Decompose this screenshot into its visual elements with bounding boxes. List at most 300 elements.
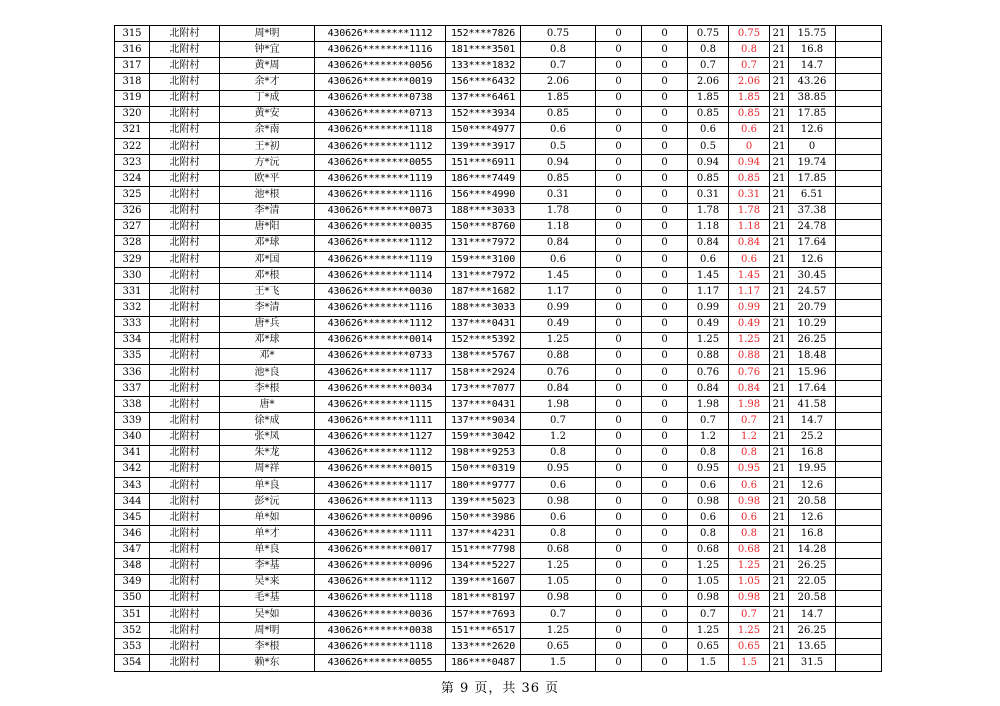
area-cell: 0.6 (521, 477, 596, 493)
highlight-value-cell: 1.18 (729, 219, 770, 235)
highlight-value-cell: 1.5 (729, 655, 770, 671)
rate-cell: 21 (770, 364, 789, 380)
col-zero-b-cell: 0 (642, 106, 688, 122)
col-zero-a-cell: 0 (596, 58, 642, 74)
area-cell: 1.18 (521, 219, 596, 235)
highlight-value-cell: 0 (729, 138, 770, 154)
name-cell: 邓* (220, 348, 315, 364)
area-cell: 0.98 (521, 590, 596, 606)
amount-cell: 31.5 (789, 655, 836, 671)
village-cell: 北附村 (150, 510, 220, 526)
col-zero-a-cell: 0 (596, 26, 642, 42)
col-zero-a-cell: 0 (596, 171, 642, 187)
phone-cell: 134****5227 (446, 558, 521, 574)
row-number-cell: 315 (115, 26, 150, 42)
amount-cell: 41.58 (789, 397, 836, 413)
amount-cell: 22.05 (789, 574, 836, 590)
name-cell: 王*初 (220, 138, 315, 154)
row-number-cell: 350 (115, 590, 150, 606)
amount-cell: 38.85 (789, 90, 836, 106)
highlight-value-cell: 0.6 (729, 510, 770, 526)
empty-cell (836, 251, 882, 267)
rate-cell: 21 (770, 639, 789, 655)
village-cell: 北附村 (150, 42, 220, 58)
col-zero-a-cell: 0 (596, 381, 642, 397)
table-row (115, 655, 882, 671)
phone-cell: 150****4977 (446, 122, 521, 138)
area-total-cell: 0.6 (688, 477, 729, 493)
name-cell: 吴*如 (220, 607, 315, 623)
table-row (115, 316, 882, 332)
col-zero-b-cell: 0 (642, 316, 688, 332)
highlight-value-cell: 0.8 (729, 42, 770, 58)
row-number-cell: 333 (115, 316, 150, 332)
phone-cell: 151****6911 (446, 155, 521, 171)
row-number-cell: 325 (115, 187, 150, 203)
id-card-cell: 430626********0055 (315, 155, 446, 171)
name-cell: 彭*沅 (220, 494, 315, 510)
phone-cell: 186****0487 (446, 655, 521, 671)
area-total-cell: 1.78 (688, 203, 729, 219)
amount-cell: 16.8 (789, 445, 836, 461)
id-card-cell: 430626********0035 (315, 219, 446, 235)
row-number-cell: 323 (115, 155, 150, 171)
name-cell: 唐*兵 (220, 316, 315, 332)
area-cell: 0.49 (521, 316, 596, 332)
row-number-cell: 338 (115, 397, 150, 413)
area-total-cell: 0.7 (688, 413, 729, 429)
village-cell: 北附村 (150, 348, 220, 364)
amount-cell: 26.25 (789, 332, 836, 348)
rate-cell: 21 (770, 477, 789, 493)
area-cell: 1.5 (521, 655, 596, 671)
highlight-value-cell: 0.84 (729, 235, 770, 251)
area-cell: 0.95 (521, 461, 596, 477)
table-row (115, 413, 882, 429)
area-cell: 0.85 (521, 106, 596, 122)
col-zero-a-cell: 0 (596, 542, 642, 558)
highlight-value-cell: 0.88 (729, 348, 770, 364)
amount-cell: 24.57 (789, 284, 836, 300)
area-total-cell: 0.88 (688, 348, 729, 364)
empty-cell (836, 558, 882, 574)
phone-cell: 139****3917 (446, 138, 521, 154)
rate-cell: 21 (770, 284, 789, 300)
id-card-cell: 430626********0713 (315, 106, 446, 122)
col-zero-b-cell: 0 (642, 284, 688, 300)
village-cell: 北附村 (150, 90, 220, 106)
table-row (115, 106, 882, 122)
col-zero-a-cell: 0 (596, 235, 642, 251)
row-number-cell: 340 (115, 429, 150, 445)
empty-cell (836, 477, 882, 493)
highlight-value-cell: 1.05 (729, 574, 770, 590)
name-cell: 池*根 (220, 187, 315, 203)
rate-cell: 21 (770, 590, 789, 606)
row-number-cell: 326 (115, 203, 150, 219)
highlight-value-cell: 1.17 (729, 284, 770, 300)
area-cell: 1.78 (521, 203, 596, 219)
rate-cell: 21 (770, 574, 789, 590)
row-number-cell: 329 (115, 251, 150, 267)
empty-cell (836, 58, 882, 74)
area-cell: 1.85 (521, 90, 596, 106)
row-number-cell: 339 (115, 413, 150, 429)
name-cell: 王*飞 (220, 284, 315, 300)
area-total-cell: 0.84 (688, 381, 729, 397)
empty-cell (836, 90, 882, 106)
empty-cell (836, 219, 882, 235)
rate-cell: 21 (770, 219, 789, 235)
highlight-value-cell: 0.49 (729, 316, 770, 332)
area-total-cell: 0.68 (688, 542, 729, 558)
col-zero-b-cell: 0 (642, 526, 688, 542)
col-zero-b-cell: 0 (642, 235, 688, 251)
row-number-cell: 343 (115, 477, 150, 493)
row-number-cell: 321 (115, 122, 150, 138)
phone-cell: 137****9034 (446, 413, 521, 429)
empty-cell (836, 445, 882, 461)
amount-cell: 12.6 (789, 122, 836, 138)
name-cell: 朱*龙 (220, 445, 315, 461)
amount-cell: 43.26 (789, 74, 836, 90)
table-row (115, 510, 882, 526)
amount-cell: 20.58 (789, 590, 836, 606)
table-row (115, 187, 882, 203)
name-cell: 单*良 (220, 477, 315, 493)
col-zero-b-cell: 0 (642, 300, 688, 316)
highlight-value-cell: 0.98 (729, 494, 770, 510)
row-number-cell: 332 (115, 300, 150, 316)
col-zero-a-cell: 0 (596, 155, 642, 171)
area-cell: 0.8 (521, 42, 596, 58)
phone-cell: 139****1607 (446, 574, 521, 590)
name-cell: 李*清 (220, 203, 315, 219)
amount-cell: 26.25 (789, 623, 836, 639)
col-zero-a-cell: 0 (596, 187, 642, 203)
area-total-cell: 0.8 (688, 445, 729, 461)
highlight-value-cell: 0.7 (729, 607, 770, 623)
area-cell: 0.6 (521, 122, 596, 138)
highlight-value-cell: 1.78 (729, 203, 770, 219)
id-card-cell: 430626********1111 (315, 526, 446, 542)
col-zero-b-cell: 0 (642, 332, 688, 348)
phone-cell: 156****4990 (446, 187, 521, 203)
village-cell: 北附村 (150, 590, 220, 606)
village-cell: 北附村 (150, 155, 220, 171)
id-card-cell: 430626********1112 (315, 445, 446, 461)
village-cell: 北附村 (150, 74, 220, 90)
amount-cell: 24.78 (789, 219, 836, 235)
area-total-cell: 1.2 (688, 429, 729, 445)
amount-cell: 6.51 (789, 187, 836, 203)
row-number-cell: 335 (115, 348, 150, 364)
name-cell: 池*良 (220, 364, 315, 380)
col-zero-a-cell: 0 (596, 268, 642, 284)
id-card-cell: 430626********0733 (315, 348, 446, 364)
amount-cell: 17.64 (789, 381, 836, 397)
id-card-cell: 430626********1117 (315, 364, 446, 380)
row-number-cell: 344 (115, 494, 150, 510)
highlight-value-cell: 1.45 (729, 268, 770, 284)
area-cell: 1.17 (521, 284, 596, 300)
area-cell: 0.7 (521, 607, 596, 623)
area-cell: 0.85 (521, 171, 596, 187)
row-number-cell: 330 (115, 268, 150, 284)
empty-cell (836, 74, 882, 90)
phone-cell: 158****2924 (446, 364, 521, 380)
amount-cell: 0 (789, 138, 836, 154)
rate-cell: 21 (770, 332, 789, 348)
row-number-cell: 334 (115, 332, 150, 348)
name-cell: 周*祥 (220, 461, 315, 477)
id-card-cell: 430626********1112 (315, 316, 446, 332)
col-zero-b-cell: 0 (642, 397, 688, 413)
empty-cell (836, 26, 882, 42)
highlight-value-cell: 0.68 (729, 542, 770, 558)
id-card-cell: 430626********1116 (315, 187, 446, 203)
village-cell: 北附村 (150, 429, 220, 445)
area-cell: 1.25 (521, 558, 596, 574)
amount-cell: 15.96 (789, 364, 836, 380)
empty-cell (836, 187, 882, 203)
row-number-cell: 320 (115, 106, 150, 122)
id-card-cell: 430626********0034 (315, 381, 446, 397)
id-card-cell: 430626********1112 (315, 574, 446, 590)
phone-cell: 133****1832 (446, 58, 521, 74)
phone-cell: 152****7826 (446, 26, 521, 42)
area-cell: 0.84 (521, 235, 596, 251)
area-cell: 1.25 (521, 332, 596, 348)
highlight-value-cell: 0.8 (729, 526, 770, 542)
col-zero-a-cell: 0 (596, 332, 642, 348)
name-cell: 丁*成 (220, 90, 315, 106)
highlight-value-cell: 0.76 (729, 364, 770, 380)
table-row (115, 122, 882, 138)
highlight-value-cell: 0.6 (729, 251, 770, 267)
empty-cell (836, 155, 882, 171)
name-cell: 李*根 (220, 381, 315, 397)
area-cell: 0.99 (521, 300, 596, 316)
rate-cell: 21 (770, 90, 789, 106)
village-cell: 北附村 (150, 171, 220, 187)
empty-cell (836, 284, 882, 300)
empty-cell (836, 122, 882, 138)
highlight-value-cell: 0.84 (729, 381, 770, 397)
id-card-cell: 430626********1112 (315, 138, 446, 154)
phone-cell: 173****7077 (446, 381, 521, 397)
rate-cell: 21 (770, 26, 789, 42)
empty-cell (836, 203, 882, 219)
id-card-cell: 430626********0014 (315, 332, 446, 348)
name-cell: 毛*基 (220, 590, 315, 606)
amount-cell: 30.45 (789, 268, 836, 284)
empty-cell (836, 138, 882, 154)
empty-cell (836, 461, 882, 477)
table-row (115, 251, 882, 267)
rate-cell: 21 (770, 122, 789, 138)
amount-cell: 16.8 (789, 526, 836, 542)
area-cell: 1.98 (521, 397, 596, 413)
name-cell: 邓*球 (220, 332, 315, 348)
area-total-cell: 1.45 (688, 268, 729, 284)
area-cell: 0.75 (521, 26, 596, 42)
highlight-value-cell: 0.94 (729, 155, 770, 171)
area-total-cell: 1.25 (688, 558, 729, 574)
area-total-cell: 0.75 (688, 26, 729, 42)
empty-cell (836, 429, 882, 445)
name-cell: 邓*根 (220, 268, 315, 284)
row-number-cell: 352 (115, 623, 150, 639)
empty-cell (836, 574, 882, 590)
row-number-cell: 336 (115, 364, 150, 380)
col-zero-b-cell: 0 (642, 155, 688, 171)
col-zero-b-cell: 0 (642, 74, 688, 90)
table-row (115, 42, 882, 58)
col-zero-a-cell: 0 (596, 510, 642, 526)
rate-cell: 21 (770, 445, 789, 461)
row-number-cell: 351 (115, 607, 150, 623)
id-card-cell: 430626********0036 (315, 607, 446, 623)
amount-cell: 17.85 (789, 171, 836, 187)
col-zero-b-cell: 0 (642, 381, 688, 397)
phone-cell: 151****6517 (446, 623, 521, 639)
row-number-cell: 347 (115, 542, 150, 558)
empty-cell (836, 639, 882, 655)
name-cell: 单*良 (220, 542, 315, 558)
table-row (115, 590, 882, 606)
row-number-cell: 354 (115, 655, 150, 671)
table-row (115, 364, 882, 380)
highlight-value-cell: 0.7 (729, 413, 770, 429)
col-zero-b-cell: 0 (642, 623, 688, 639)
id-card-cell: 430626********0015 (315, 461, 446, 477)
phone-cell: 137****0431 (446, 397, 521, 413)
col-zero-b-cell: 0 (642, 268, 688, 284)
col-zero-a-cell: 0 (596, 558, 642, 574)
id-card-cell: 430626********1111 (315, 413, 446, 429)
empty-cell (836, 526, 882, 542)
amount-cell: 19.74 (789, 155, 836, 171)
col-zero-a-cell: 0 (596, 413, 642, 429)
id-card-cell: 430626********1112 (315, 235, 446, 251)
col-zero-b-cell: 0 (642, 590, 688, 606)
rate-cell: 21 (770, 155, 789, 171)
area-total-cell: 0.85 (688, 171, 729, 187)
rate-cell: 21 (770, 510, 789, 526)
col-zero-a-cell: 0 (596, 364, 642, 380)
area-cell: 1.2 (521, 429, 596, 445)
phone-cell: 131****7972 (446, 268, 521, 284)
highlight-value-cell: 1.98 (729, 397, 770, 413)
phone-cell: 198****9253 (446, 445, 521, 461)
col-zero-b-cell: 0 (642, 251, 688, 267)
area-cell: 0.98 (521, 494, 596, 510)
table-row (115, 477, 882, 493)
id-card-cell: 430626********1118 (315, 122, 446, 138)
empty-cell (836, 348, 882, 364)
area-total-cell: 0.49 (688, 316, 729, 332)
village-cell: 北附村 (150, 58, 220, 74)
rate-cell: 21 (770, 106, 789, 122)
amount-cell: 14.7 (789, 58, 836, 74)
col-zero-a-cell: 0 (596, 138, 642, 154)
id-card-cell: 430626********1116 (315, 42, 446, 58)
name-cell: 单*才 (220, 526, 315, 542)
table-row (115, 90, 882, 106)
village-cell: 北附村 (150, 477, 220, 493)
name-cell: 唐* (220, 397, 315, 413)
amount-cell: 20.79 (789, 300, 836, 316)
amount-cell: 12.6 (789, 510, 836, 526)
rate-cell: 21 (770, 74, 789, 90)
row-number-cell: 337 (115, 381, 150, 397)
col-zero-b-cell: 0 (642, 171, 688, 187)
empty-cell (836, 42, 882, 58)
amount-cell: 14.7 (789, 413, 836, 429)
page-footer: 第 9 页，共 36 页 (440, 681, 560, 696)
area-total-cell: 0.95 (688, 461, 729, 477)
name-cell: 周*明 (220, 26, 315, 42)
name-cell: 欧*平 (220, 171, 315, 187)
col-zero-b-cell: 0 (642, 58, 688, 74)
empty-cell (836, 494, 882, 510)
highlight-value-cell: 0.95 (729, 461, 770, 477)
name-cell: 唐*阳 (220, 219, 315, 235)
rate-cell: 21 (770, 316, 789, 332)
name-cell: 方*沅 (220, 155, 315, 171)
area-cell: 0.7 (521, 58, 596, 74)
name-cell: 赖*东 (220, 655, 315, 671)
amount-cell: 10.29 (789, 316, 836, 332)
amount-cell: 12.6 (789, 251, 836, 267)
id-card-cell: 430626********1117 (315, 477, 446, 493)
col-zero-b-cell: 0 (642, 461, 688, 477)
highlight-value-cell: 0.8 (729, 445, 770, 461)
table-row (115, 300, 882, 316)
phone-cell: 156****6432 (446, 74, 521, 90)
area-total-cell: 0.6 (688, 510, 729, 526)
col-zero-a-cell: 0 (596, 219, 642, 235)
area-cell: 0.68 (521, 542, 596, 558)
table-row (115, 558, 882, 574)
rate-cell: 21 (770, 251, 789, 267)
empty-cell (836, 316, 882, 332)
id-card-cell: 430626********0073 (315, 203, 446, 219)
area-cell: 1.45 (521, 268, 596, 284)
table-row (115, 235, 882, 251)
amount-cell: 13.65 (789, 639, 836, 655)
highlight-value-cell: 1.85 (729, 90, 770, 106)
table-row (115, 155, 882, 171)
rate-cell: 21 (770, 187, 789, 203)
rate-cell: 21 (770, 397, 789, 413)
table-row (115, 203, 882, 219)
village-cell: 北附村 (150, 558, 220, 574)
table-row (115, 74, 882, 90)
area-total-cell: 1.5 (688, 655, 729, 671)
area-cell: 0.88 (521, 348, 596, 364)
rate-cell: 21 (770, 235, 789, 251)
highlight-value-cell: 0.7 (729, 58, 770, 74)
village-cell: 北附村 (150, 494, 220, 510)
village-cell: 北附村 (150, 397, 220, 413)
col-zero-b-cell: 0 (642, 42, 688, 58)
area-cell: 0.31 (521, 187, 596, 203)
amount-cell: 14.28 (789, 542, 836, 558)
village-cell: 北附村 (150, 445, 220, 461)
col-zero-a-cell: 0 (596, 429, 642, 445)
